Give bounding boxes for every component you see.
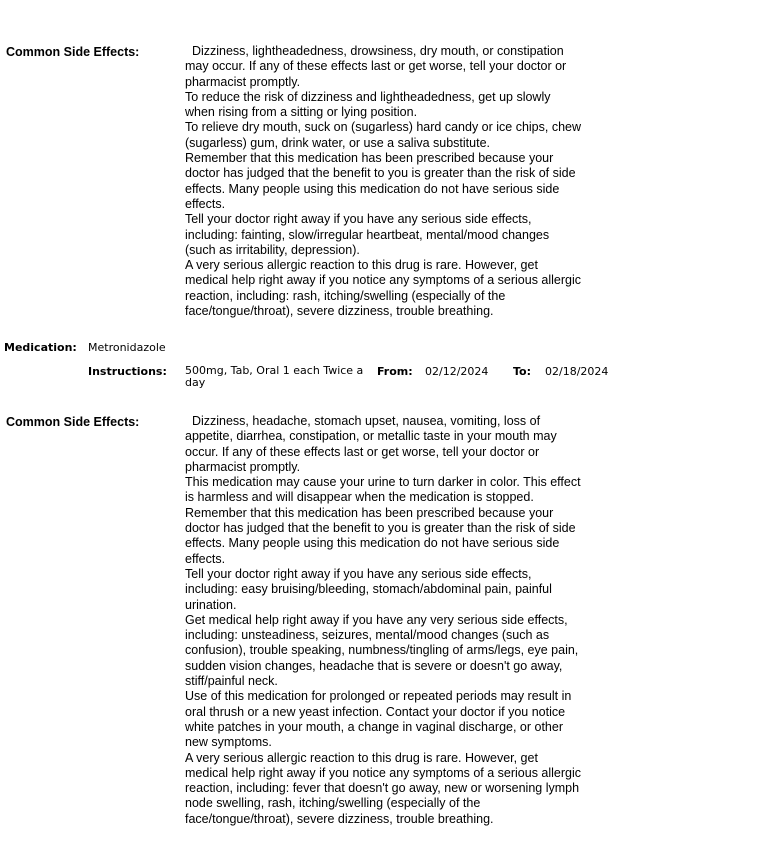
side-effects-line: Dizziness, lightheadedness, drowsiness, dry mouth, or constipation [185, 44, 564, 58]
side-effects-label: Common Side Effects: [6, 45, 140, 59]
side-effects-line: may occur. If any of these effects last or get worse, tell your doctor or [185, 59, 567, 74]
side-effects-line: Use of this medication for prolonged or repeated periods may result in [185, 689, 572, 704]
side-effects-line: sudden vision changes, headache that is severe or doesn't go away, [185, 658, 563, 673]
side-effects-line: when rising from a sitting or lying position. [185, 105, 418, 120]
side-effects-line: effects. Many people using this medication do not have serious side [185, 181, 560, 196]
side-effects-line: effects. [185, 551, 226, 566]
instructions-value: 500mg, Tab, Oral 1 each Twice a day [185, 364, 364, 389]
side-effects-line: (such as irritability, depression). [185, 242, 360, 257]
side-effects-line: Dizziness, headache, stomach upset, nausea, vomiting, loss of [185, 414, 541, 428]
side-effects-line: Remember that this medication has been prescribed because your [185, 505, 554, 520]
side-effects-line: urination. [185, 597, 237, 612]
to-label: To: [513, 365, 531, 378]
side-effects-line: face/tongue/throat), severe dizziness, trouble breathing. [185, 811, 494, 826]
side-effects-line: stiff/painful neck. [185, 674, 278, 689]
side-effects-line: appetite, diarrhea, constipation, or metallic taste in your mouth may [185, 429, 557, 444]
side-effects-line: To reduce the risk of dizziness and lightheadedness, get up slowly [185, 89, 551, 104]
side-effects-line: face/tongue/throat), severe dizziness, trouble breathing. [185, 304, 494, 319]
side-effects-line: Remember that this medication has been prescribed because your [185, 151, 554, 166]
medication-label: Medication: [4, 341, 77, 354]
side-effects-line: node swelling, rash, itching/swelling (especially of the [185, 796, 481, 811]
side-effects-line: effects. Many people using this medication do not have serious side [185, 536, 560, 551]
side-effects-line: Tell your doctor right away if you have any serious side effects, [185, 212, 532, 227]
side-effects-line: A very serious allergic reaction to this drug is rare. However, get [185, 258, 538, 273]
side-effects-line: This medication may cause your urine to turn darker in color. This effect [185, 475, 581, 490]
side-effects-line: A very serious allergic reaction to this drug is rare. However, get [185, 750, 538, 765]
side-effects-line: Tell your doctor right away if you have any serious side effects, [185, 566, 532, 581]
side-effects-line: oral thrush or a new yeast infection. Contact your doctor if you notice [185, 704, 566, 719]
side-effects-text [185, 414, 581, 827]
side-effects-line: effects. [185, 196, 226, 211]
instructions-label: Instructions: [88, 365, 167, 378]
side-effects-line: including: fainting, slow/irregular heartbeat, mental/mood changes [185, 227, 550, 242]
side-effects-line: white patches in your mouth, a change in vaginal discharge, or other [185, 719, 564, 734]
side-effects-line: medical help right away if you notice any symptoms of a serious allergic [185, 273, 582, 288]
side-effects-line: To relieve dry mouth, suck on (sugarless) hard candy or ice chips, chew [185, 120, 582, 135]
side-effects-line: Get medical help right away if you have any very serious side effects, [185, 612, 568, 627]
side-effects-line: reaction, including: rash, itching/swelling (especially of the [185, 288, 506, 303]
side-effects-line: occur. If any of these effects last or get worse, tell your doctor or [185, 444, 540, 459]
side-effects-line: reaction, including: fever that doesn't go away, new or worsening lymph [185, 781, 580, 796]
side-effects-line: including: unsteadiness, seizures, mental/mood changes (such as [185, 628, 550, 643]
side-effects-line: confusion), trouble speaking, numbness/tingling of arms/legs, eye pain, [185, 643, 579, 658]
side-effects-line: new symptoms. [185, 735, 272, 750]
side-effects-line: is harmless and will disappear when the medication is stopped. [185, 490, 534, 505]
side-effects-line: pharmacist promptly. [185, 74, 301, 89]
side-effects-line: including: easy bruising/bleeding, stomach/abdominal pain, painful [185, 582, 552, 597]
side-effects-line: doctor has judged that the benefit to you is greater than the risk of side [185, 521, 576, 536]
side-effects-line: pharmacist promptly. [185, 459, 301, 474]
side-effects-line: doctor has judged that the benefit to you is greater than the risk of side [185, 166, 576, 181]
side-effects-text [185, 44, 581, 319]
side-effects-line: (sugarless) gum, drink water, or use a saliva substitute. [185, 135, 490, 150]
side-effects-line: medical help right away if you notice any symptoms of a serious allergic [185, 765, 582, 780]
to-date: 02/18/2024 [545, 365, 609, 378]
from-label: From: [377, 365, 413, 378]
medication-name: Metronidazole [88, 341, 166, 354]
from-date: 02/12/2024 [425, 365, 489, 378]
side-effects-label: Common Side Effects: [6, 415, 140, 429]
